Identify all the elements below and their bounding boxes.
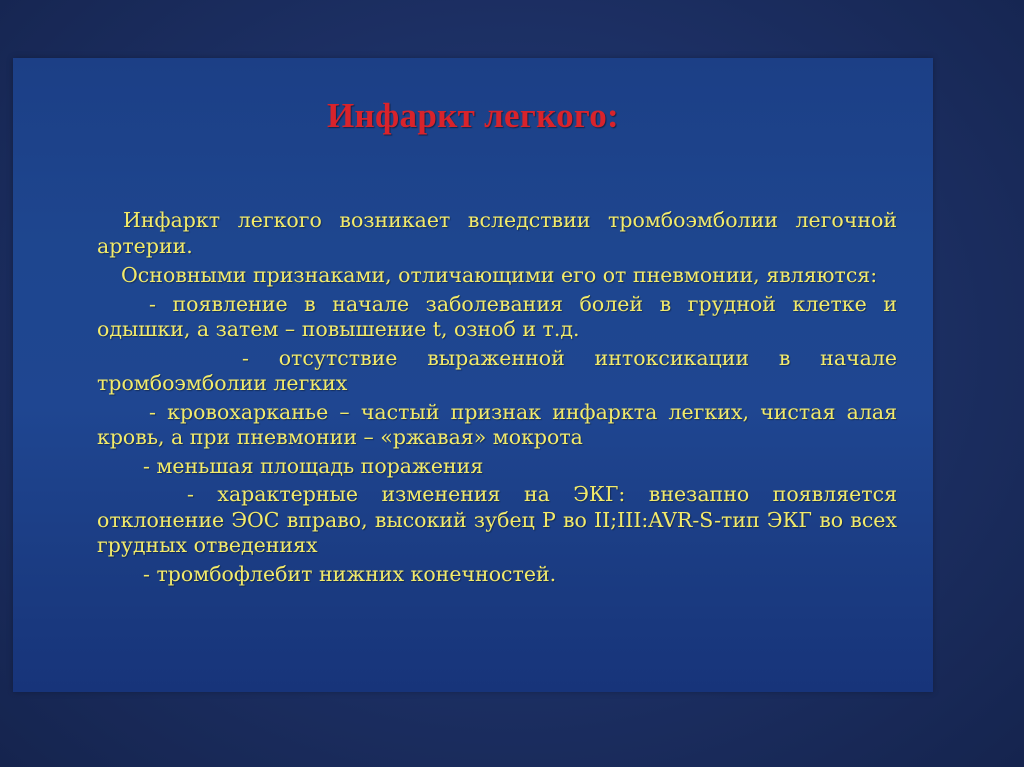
list-item-thrombophlebitis: - тромбофлебит нижних конечностей. xyxy=(143,561,557,586)
slide-body xyxy=(97,208,897,587)
paragraph-intro: Инфаркт легкого возникает вследствии тромбоэмболии легочной артерии. xyxy=(97,208,897,258)
paragraph-main-signs: Основными признаками, отличающими его от пневмонии, являются: xyxy=(121,263,878,287)
list-item-lesion-area: - меньшая площадь поражения xyxy=(143,453,484,478)
list-item-chest-pain: - появление в начале заболевания болей в грудной клетке и одышки, а затем – повышение t, озноб и т.д. xyxy=(97,291,897,341)
slide-title: Инфаркт легкого: xyxy=(327,96,619,135)
list-item-no-intoxication: - отсутствие выраженной интоксикации в начале тромбоэмболии легких xyxy=(97,345,897,395)
list-item-ecg-changes: - характерные изменения на ЭКГ: внезапно появляется отклонение ЭОС вправо, высокий зубец Р во II;III:AVR-S-тип ЭКГ во всех грудных отведениях xyxy=(97,482,897,557)
list-item-hemoptysis: - кровохарканье – частый признак инфаркта легких, чистая алая кровь, а при пневмонии – «ржавая» мокрота xyxy=(97,399,897,449)
slide-image xyxy=(13,58,933,692)
